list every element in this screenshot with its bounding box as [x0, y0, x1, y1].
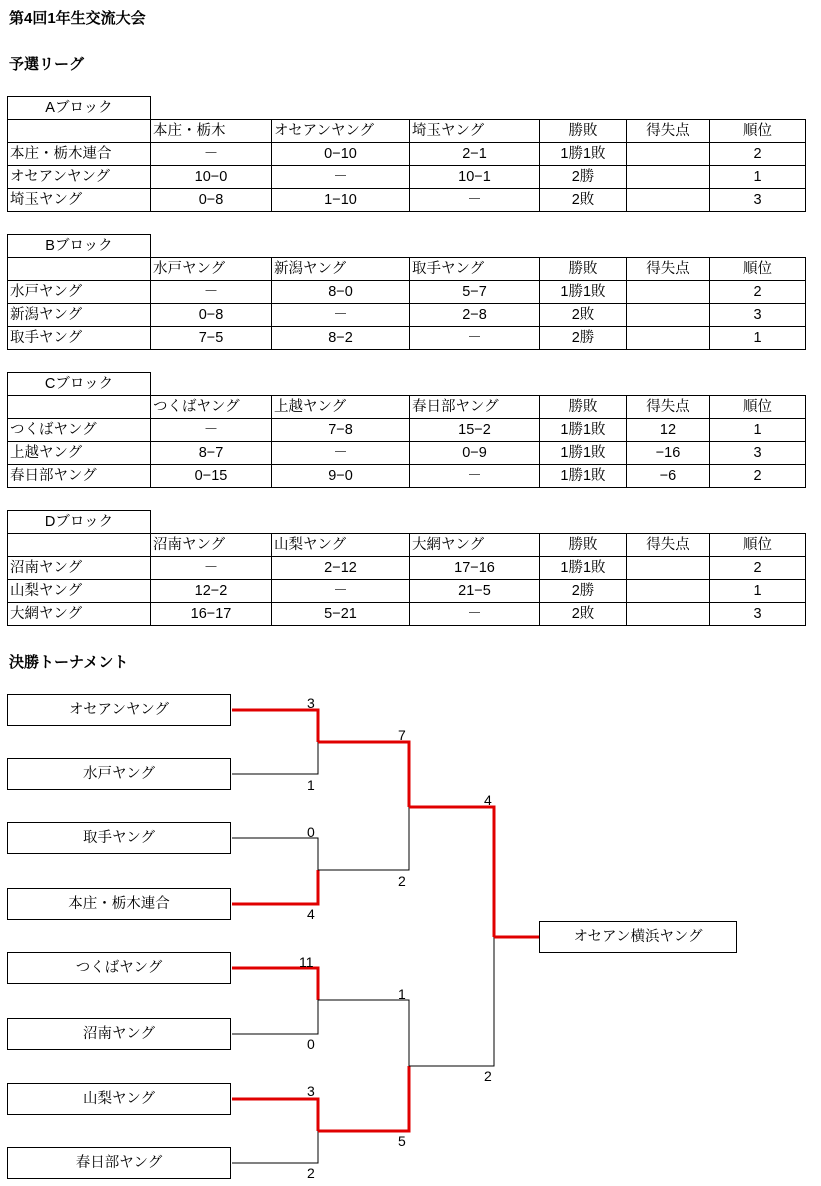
rank-cell: 3	[710, 304, 806, 327]
record-cell: 1勝1敗	[540, 419, 627, 442]
opponent-header: オセアンヤング	[272, 120, 410, 143]
rank-header: 順位	[710, 258, 806, 281]
team-name: 本庄・栃木連合	[8, 143, 151, 166]
opponent-header: 山梨ヤング	[272, 534, 410, 557]
rank-header: 順位	[710, 396, 806, 419]
result-cell: 8−0	[272, 281, 410, 304]
bracket-team-3: 取手ヤング	[7, 822, 231, 854]
rank-header: 順位	[710, 120, 806, 143]
result-cell: －	[410, 603, 540, 626]
r1-match-1	[232, 710, 318, 774]
opponent-header: 新潟ヤング	[272, 258, 410, 281]
block-name: Bブロック	[8, 235, 151, 258]
record-cell: 1勝1敗	[540, 557, 627, 580]
tournament-heading: 決勝トーナメント	[9, 654, 129, 671]
final-match	[409, 807, 539, 1066]
team-name: オセアンヤング	[8, 166, 151, 189]
goal-diff-header: 得失点	[627, 396, 710, 419]
bracket-team-5: つくばヤング	[7, 952, 231, 984]
result-cell: －	[410, 327, 540, 350]
league-heading: 予選リーグ	[9, 56, 85, 73]
opponent-header: 水戸ヤング	[151, 258, 272, 281]
bracket-team-6: 沼南ヤング	[7, 1018, 231, 1050]
goal-diff-header: 得失点	[627, 258, 710, 281]
team-name: 水戸ヤング	[8, 281, 151, 304]
rank-cell: 2	[710, 143, 806, 166]
record-cell: 2敗	[540, 603, 627, 626]
result-cell: 7−8	[272, 419, 410, 442]
score-r2-4: 5	[398, 1133, 406, 1149]
rank-cell: 3	[710, 603, 806, 626]
result-cell: 17−16	[410, 557, 540, 580]
record-header: 勝敗	[540, 258, 627, 281]
opponent-header: つくばヤング	[151, 396, 272, 419]
result-cell: －	[272, 580, 410, 603]
r1-match-3	[232, 968, 318, 1034]
result-cell: 9−0	[272, 465, 410, 488]
opponent-header: 春日部ヤング	[410, 396, 540, 419]
result-cell: －	[272, 304, 410, 327]
record-header: 勝敗	[540, 120, 627, 143]
bracket-champion: オセアン横浜ヤング	[539, 921, 737, 953]
goal-diff-header: 得失点	[627, 120, 710, 143]
result-cell: 16−17	[151, 603, 272, 626]
rank-cell: 3	[710, 442, 806, 465]
result-cell: 2−12	[272, 557, 410, 580]
score-r3-1: 4	[484, 792, 492, 808]
score-r1-3: 0	[307, 824, 315, 840]
score-r2-3: 1	[398, 986, 406, 1002]
opponent-header: 沼南ヤング	[151, 534, 272, 557]
result-cell: －	[151, 557, 272, 580]
result-cell: 1−10	[272, 189, 410, 212]
result-cell: 0−10	[272, 143, 410, 166]
team-name: 春日部ヤング	[8, 465, 151, 488]
result-cell: 5−21	[272, 603, 410, 626]
r1-match-2	[232, 838, 318, 904]
result-cell: －	[410, 465, 540, 488]
score-r1-2: 1	[307, 777, 315, 793]
record-header: 勝敗	[540, 534, 627, 557]
team-name: 埼玉ヤング	[8, 189, 151, 212]
result-cell: 21−5	[410, 580, 540, 603]
result-cell: 0−8	[151, 189, 272, 212]
team-name: 大網ヤング	[8, 603, 151, 626]
result-cell: 5−7	[410, 281, 540, 304]
rank-cell: 1	[710, 166, 806, 189]
record-cell: 1勝1敗	[540, 442, 627, 465]
bracket-team-7: 山梨ヤング	[7, 1083, 231, 1115]
rank-cell: 2	[710, 281, 806, 304]
score-r1-6: 0	[307, 1036, 315, 1052]
rank-header: 順位	[710, 534, 806, 557]
team-name: 取手ヤング	[8, 327, 151, 350]
rank-cell: 1	[710, 419, 806, 442]
result-cell: 10−0	[151, 166, 272, 189]
record-header: 勝敗	[540, 396, 627, 419]
score-r1-1: 3	[307, 695, 315, 711]
team-name: 新潟ヤング	[8, 304, 151, 327]
result-cell: 12−2	[151, 580, 272, 603]
result-cell: 2−1	[410, 143, 540, 166]
rank-cell: 3	[710, 189, 806, 212]
bracket-team-4: 本庄・栃木連合	[7, 888, 231, 920]
record-cell: 2勝	[540, 580, 627, 603]
r1-match-4	[232, 1099, 318, 1163]
result-cell: －	[272, 442, 410, 465]
rank-cell: 1	[710, 580, 806, 603]
record-cell: 2勝	[540, 327, 627, 350]
bracket-team-1: オセアンヤング	[7, 694, 231, 726]
page-title: 第4回1年生交流大会	[9, 10, 146, 27]
score-r3-2: 2	[484, 1068, 492, 1084]
result-cell: 0−9	[410, 442, 540, 465]
goal-diff-cell: −6	[627, 465, 710, 488]
rank-cell: 2	[710, 465, 806, 488]
r2-match-2	[318, 1000, 409, 1131]
score-r1-8: 2	[307, 1165, 315, 1181]
bracket-team-8: 春日部ヤング	[7, 1147, 231, 1179]
block-name: Aブロック	[8, 97, 151, 120]
record-cell: 1勝1敗	[540, 143, 627, 166]
result-cell: －	[151, 419, 272, 442]
team-name: 上越ヤング	[8, 442, 151, 465]
team-name: つくばヤング	[8, 419, 151, 442]
r2-match-1	[318, 742, 409, 870]
result-cell: 8−2	[272, 327, 410, 350]
record-cell: 1勝1敗	[540, 465, 627, 488]
record-cell: 2敗	[540, 189, 627, 212]
result-cell: －	[410, 189, 540, 212]
score-r1-5: 11	[299, 954, 314, 970]
opponent-header: 大網ヤング	[410, 534, 540, 557]
result-cell: 0−15	[151, 465, 272, 488]
team-name: 山梨ヤング	[8, 580, 151, 603]
result-cell: 2−8	[410, 304, 540, 327]
score-r1-7: 3	[307, 1083, 315, 1099]
result-cell: 15−2	[410, 419, 540, 442]
result-cell: －	[272, 166, 410, 189]
opponent-header: 取手ヤング	[410, 258, 540, 281]
bracket-team-2: 水戸ヤング	[7, 758, 231, 790]
record-cell: 2敗	[540, 304, 627, 327]
result-cell: －	[151, 143, 272, 166]
score-r2-2: 2	[398, 873, 406, 889]
record-cell: 1勝1敗	[540, 281, 627, 304]
result-cell: 0−8	[151, 304, 272, 327]
score-r1-4: 4	[307, 906, 315, 922]
result-cell: 8−7	[151, 442, 272, 465]
result-cell: －	[151, 281, 272, 304]
result-cell: 7−5	[151, 327, 272, 350]
goal-diff-cell: −16	[627, 442, 710, 465]
block-name: Cブロック	[8, 373, 151, 396]
result-cell: 10−1	[410, 166, 540, 189]
opponent-header: 埼玉ヤング	[410, 120, 540, 143]
opponent-header: 上越ヤング	[272, 396, 410, 419]
rank-cell: 2	[710, 557, 806, 580]
goal-diff-cell: 12	[627, 419, 710, 442]
opponent-header: 本庄・栃木	[151, 120, 272, 143]
rank-cell: 1	[710, 327, 806, 350]
team-name: 沼南ヤング	[8, 557, 151, 580]
block-name: Dブロック	[8, 511, 151, 534]
record-cell: 2勝	[540, 166, 627, 189]
goal-diff-header: 得失点	[627, 534, 710, 557]
score-r2-1: 7	[398, 727, 406, 743]
